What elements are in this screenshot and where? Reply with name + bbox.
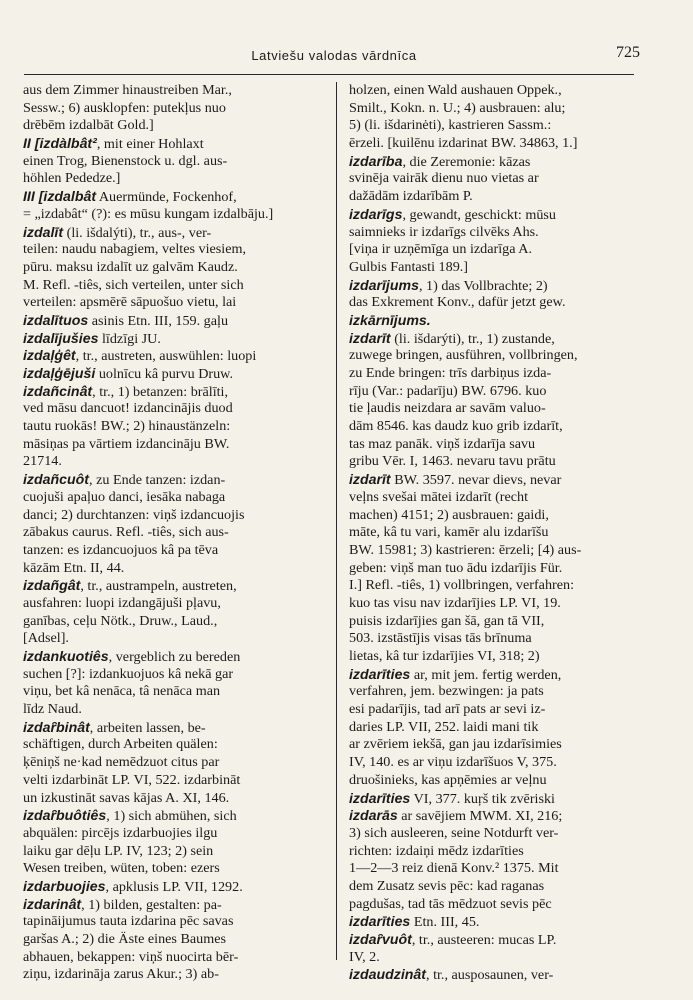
entry-headword: izkārnījums.	[349, 311, 431, 328]
text-line	[349, 790, 649, 808]
entry-headword: izdaļģêt	[23, 347, 76, 364]
entry-text: , die Zeremonie: kāzas	[402, 153, 531, 170]
page-header	[28, 44, 640, 68]
entry-headword: izdalīt	[23, 223, 64, 240]
text-line: svinēja vairāk dienu nuo vietas ar	[349, 170, 539, 187]
column-divider	[336, 82, 337, 960]
text-line: esi padarījis, tad arī pats ar sevi iz-	[349, 701, 546, 718]
text-line: tanzen: es izdancuojuos kâ pa tēva	[23, 541, 219, 558]
entry-headword: II [izdàlbât²	[23, 135, 97, 152]
text-line: viņu, bet kâ nenāca, tâ nenāca man	[23, 683, 221, 700]
entry-text: (li. išdalýti), tr., aus-, ver-	[63, 224, 212, 241]
text-line: veļns svešai mātei izdarīt (recht	[349, 488, 529, 505]
text-line: zābakus caurus. Refl. -tiês, sich aus-	[23, 524, 229, 541]
text-line	[349, 277, 649, 295]
text-line: IV, 140. es ar viņu izdarīšuos V, 375.	[349, 754, 557, 771]
text-line: puisis izdarījies gan šā, gan tā VII,	[349, 612, 545, 629]
text-line	[349, 931, 649, 949]
text-line: kāzām Etn. II, 44.	[23, 559, 125, 576]
text-line	[23, 648, 323, 666]
text-line: höhlen Pededze.]	[23, 170, 121, 187]
text-line: 3) sich ausleeren, seine Notdurft ver-	[349, 824, 559, 841]
text-line: ved māsu dancuot! izdancinājis duod	[23, 400, 233, 417]
text-line: 5) (li. išdarinėti), kastrieren Sassm.:	[349, 117, 552, 134]
text-line: IV, 2.	[349, 948, 380, 965]
text-line: richten: izdaiņi mēdz izdarīties	[349, 842, 524, 859]
entry-headword: izdaȓbinât	[23, 718, 90, 735]
text-line: schäftigen, durch Arbeiten quälen:	[23, 736, 218, 753]
text-line: M. Refl. -tiês, sich verteilen, unter sich	[23, 276, 244, 293]
entry-text: , 1) bilden, gestalten: pa-	[81, 896, 222, 913]
text-line: ērzeli. [kuilēnu izdarinat BW. 34863, 1.]	[349, 135, 578, 152]
text-line: māte, kâ tu vari, kamēr alu izdarīšu	[349, 524, 549, 541]
entry-text: , tr., 1) betanzen: brālīti,	[92, 383, 229, 400]
entry-text: , 1) das Vollbrachte; 2)	[418, 277, 548, 294]
entry-text: ar savējiem MWM. XI, 216;	[397, 808, 563, 825]
text-line	[349, 966, 649, 984]
entry-headword: izdarīt	[349, 329, 391, 346]
entry-text: BW. 3597. nevar dievs, nevar	[390, 472, 562, 489]
entry-headword: izdarās	[349, 807, 398, 824]
entry-headword: III [izdalbât	[23, 188, 97, 205]
text-line: tas maz panāk. viņš izdarīja savu	[349, 435, 536, 452]
text-line: saimnieks ir izdarīgs cilvēks Ahs.	[349, 223, 539, 240]
text-line: abhauen, bekappen: viņš nuocirta bēr-	[23, 948, 239, 965]
entry-text: VI, 377. kuŗš tik zvēriski	[410, 790, 555, 807]
entry-headword: izdañcuôt	[23, 471, 89, 488]
right-column	[349, 82, 649, 984]
text-line: [viņa ir uzņēmīga un izdarīga A.	[349, 241, 532, 258]
entry-headword: izdaudzinât	[349, 966, 426, 983]
entry-text: , mit einer Hohlaxt	[96, 136, 204, 153]
entry-headword: izdalītuos	[23, 311, 89, 328]
text-line: zu Ende bringen: trīs darbiņus izda-	[349, 365, 552, 381]
text-line: dām 8546. kas daudz kuo grib izdarīt,	[349, 418, 563, 435]
entry-headword: izdañgât	[23, 577, 81, 594]
text-line	[23, 383, 323, 401]
text-line: 21714.	[23, 453, 62, 470]
text-line: I.] Refl. -tiês, 1) vollbringen, verfahren:	[349, 577, 574, 594]
text-line: Gulbis Fantasti 189.]	[349, 258, 469, 275]
text-line	[23, 471, 323, 489]
text-line: danci; 2) durchtanzen: viņš izdancuojis	[23, 506, 245, 523]
entry-headword: izdaļģējuši	[23, 365, 96, 381]
entry-headword: izdalījušies	[23, 329, 99, 346]
text-line: = „izdabât“ (?): es mūsu kungam izdalbāju.]	[23, 205, 274, 222]
text-line: daries LP. VII, 252. laidi mani tik	[349, 718, 539, 735]
text-line: machen) 4151; 2) ausbrauen: gaidi,	[349, 506, 549, 523]
text-line: dem Zusatz sevis pēc: kad raganas	[349, 877, 545, 894]
text-line: dažādām izdarībām P.	[349, 188, 473, 205]
entry-headword: izdarīgs	[349, 205, 403, 222]
text-line: 1—2—3 reiz dienā Konv.² 1375. Mit	[349, 860, 559, 877]
entry-text: , tr., austreten, auswühlen: luopi	[75, 348, 257, 365]
page-number: 725	[616, 44, 640, 61]
text-line	[23, 896, 323, 914]
text-line	[349, 330, 649, 348]
entry-headword: izdarbuojies	[23, 877, 106, 894]
text-line: drēbēm izdalbāt Gold.]	[23, 117, 154, 134]
entry-text: ar, mit jem. fertig werden,	[410, 666, 562, 683]
text-line: holzen, einen Wald aushauen Oppek.,	[349, 82, 562, 98]
entry-text: Auermünde, Fockenhof,	[96, 189, 237, 206]
entry-text: , 1) sich abmühen, sich	[106, 808, 237, 825]
text-line	[349, 666, 649, 684]
text-line: gribu Vēr. I, 1463. nevaru tavu prātu	[349, 453, 556, 470]
entry-text: , tr., austrampeln, austreten,	[80, 578, 237, 595]
entry-text: , arbeiten lassen, be-	[89, 719, 206, 736]
text-line	[349, 153, 649, 171]
entry-text: asinis Etn. III, 159. gaļu	[88, 312, 229, 329]
text-line: pūru. maksu izdalīt uz galvām Kaudz.	[23, 258, 238, 275]
entry-headword: izdaȓbuôtiês	[23, 807, 107, 824]
text-line: ganības, ceļu Nötk., Druw., Laud.,	[23, 612, 218, 629]
text-line: Sessw.; 6) ausklopfen: putekļus nuo	[23, 99, 226, 116]
text-line: līdz Naud.	[23, 701, 82, 718]
text-line	[23, 135, 323, 153]
entry-headword: izdarīt	[349, 471, 391, 488]
entry-headword: izdarīties	[349, 665, 411, 682]
text-line	[23, 577, 323, 595]
text-line: teilen: naudu nabagiem, veltes viesiem,	[23, 241, 247, 258]
text-line: druošinieks, kas apņēmies ar veļnu	[349, 771, 547, 788]
entry-headword: izdañcinât	[23, 382, 93, 399]
entry-text: (li. išdarýti), tr., 1) zustande,	[390, 330, 555, 347]
text-line	[349, 913, 649, 931]
text-line: [Adsel].	[23, 630, 69, 647]
text-line: rīju (Var.: padarīju) BW. 6796. kuo	[349, 382, 547, 399]
text-line: ziņu, izdarināja zarus Akur.; 3) ab-	[23, 966, 219, 983]
text-line	[23, 188, 323, 206]
text-line: verfahren, jem. bezwingen: ja pats	[349, 683, 544, 700]
text-line: laiku gar dēļu LP. IV, 123; 2) sein	[23, 842, 214, 859]
text-line: Wesen treiben, wüten, toben: ezers	[23, 860, 220, 877]
text-line: tie ļaudis neizdara ar savām valuo-	[349, 400, 546, 417]
text-line: Smilt., Kokn. n. U.; 4) ausbrauen: alu;	[349, 99, 566, 116]
text-line: verteilen: apsmērē sāpuošuo vietu, lai	[23, 294, 237, 311]
text-line: velti izdarbināt LP. VI, 522. izdarbināt	[23, 771, 241, 788]
entry-headword: izdarīties	[349, 789, 411, 806]
text-line	[349, 312, 649, 330]
entry-text: Etn. III, 45.	[410, 914, 480, 931]
text-line	[349, 807, 649, 825]
entry-text: , tr., austeeren: mucas LP.	[411, 932, 557, 948]
text-line	[23, 878, 323, 896]
text-line: garšas A.; 2) die Äste eines Baumes	[23, 931, 227, 947]
text-line	[23, 365, 323, 383]
text-line	[23, 224, 323, 242]
entry-text: uolnīcu kâ purvu Druw.	[95, 366, 234, 382]
text-line	[23, 330, 323, 348]
text-line: ausfahren: luopi izdangājuši pļavu,	[23, 594, 221, 611]
entry-headword: izdarība	[349, 152, 403, 169]
text-line: suchen [?]: izdankuojuos kâ nekā gar	[23, 665, 234, 682]
text-line: aus dem Zimmer hinaustreiben Mar.,	[23, 82, 232, 98]
entry-headword: izdarinât	[23, 895, 82, 912]
header-rule	[24, 74, 634, 75]
entry-headword: izdarīties	[349, 913, 411, 930]
entry-text: , zu Ende tanzen: izdan-	[89, 472, 226, 489]
entry-text: līdzīgi JU.	[98, 330, 161, 347]
text-line: einen Trog, Bienenstock u. dgl. aus-	[23, 152, 228, 169]
text-line: geben: viņš man tuo ādu izdarījis Für.	[349, 559, 563, 576]
text-line: māsiņas pa vārtiem izdancināju BW.	[23, 435, 230, 452]
text-line: ar zvēriem iekšā, gan jau izdarīsimies	[349, 736, 562, 753]
text-line: abquälen: pircējs izdarbuojies ilgu	[23, 824, 218, 841]
entry-text: , tr., ausposaunen, ver-	[426, 967, 554, 984]
text-line: das Exkrement Konv., dafür jetzt gew.	[349, 294, 566, 311]
text-line	[23, 312, 323, 330]
entry-text: , gewandt, geschickt: mūsu	[402, 206, 556, 223]
entry-headword: izdarījums	[349, 276, 419, 293]
text-line	[349, 206, 649, 224]
entry-text: , vergeblich zu bereden	[108, 649, 241, 665]
entry-headword: izdankuotiês	[23, 648, 109, 664]
text-line: zuwege bringen, ausführen, vollbringen,	[349, 347, 578, 364]
text-line: kuo tas visu nav izdarījies LP. VI, 19.	[349, 594, 561, 611]
text-line: 503. izstāstījis visas tās brīnuma	[349, 630, 532, 647]
text-line: un izkustināt savas kājas A. XI, 146.	[23, 789, 230, 806]
text-line	[23, 719, 323, 737]
text-line: tautu ruokās! BW.; 2) hinaustänzeln:	[23, 418, 231, 435]
text-line: ķēniņš ne·kad nemēdzuot citus par	[23, 754, 220, 771]
entry-text: , apklusis LP. VII, 1292.	[105, 878, 243, 895]
text-line	[23, 807, 323, 825]
text-line: pagdušas, tad tās mēdzuot sevis pēc	[349, 895, 552, 912]
text-line: BW. 15981; 3) kastrieren: ērzeli; [4) aus-	[349, 541, 582, 558]
text-line	[349, 471, 649, 489]
text-line	[23, 347, 323, 365]
entry-headword: izdaȓvuôt	[349, 931, 412, 947]
running-title: Latviešu valodas vārdnīca	[251, 48, 417, 63]
left-column	[23, 82, 323, 984]
text-line: tapināijumus tauta izdarina pēc savas	[23, 913, 234, 930]
text-line: cuojuši apaļuo danci, iesāka nabaga	[23, 488, 226, 505]
text-line: lietas, kâ tur izdarījies VI, 318; 2)	[349, 648, 540, 664]
